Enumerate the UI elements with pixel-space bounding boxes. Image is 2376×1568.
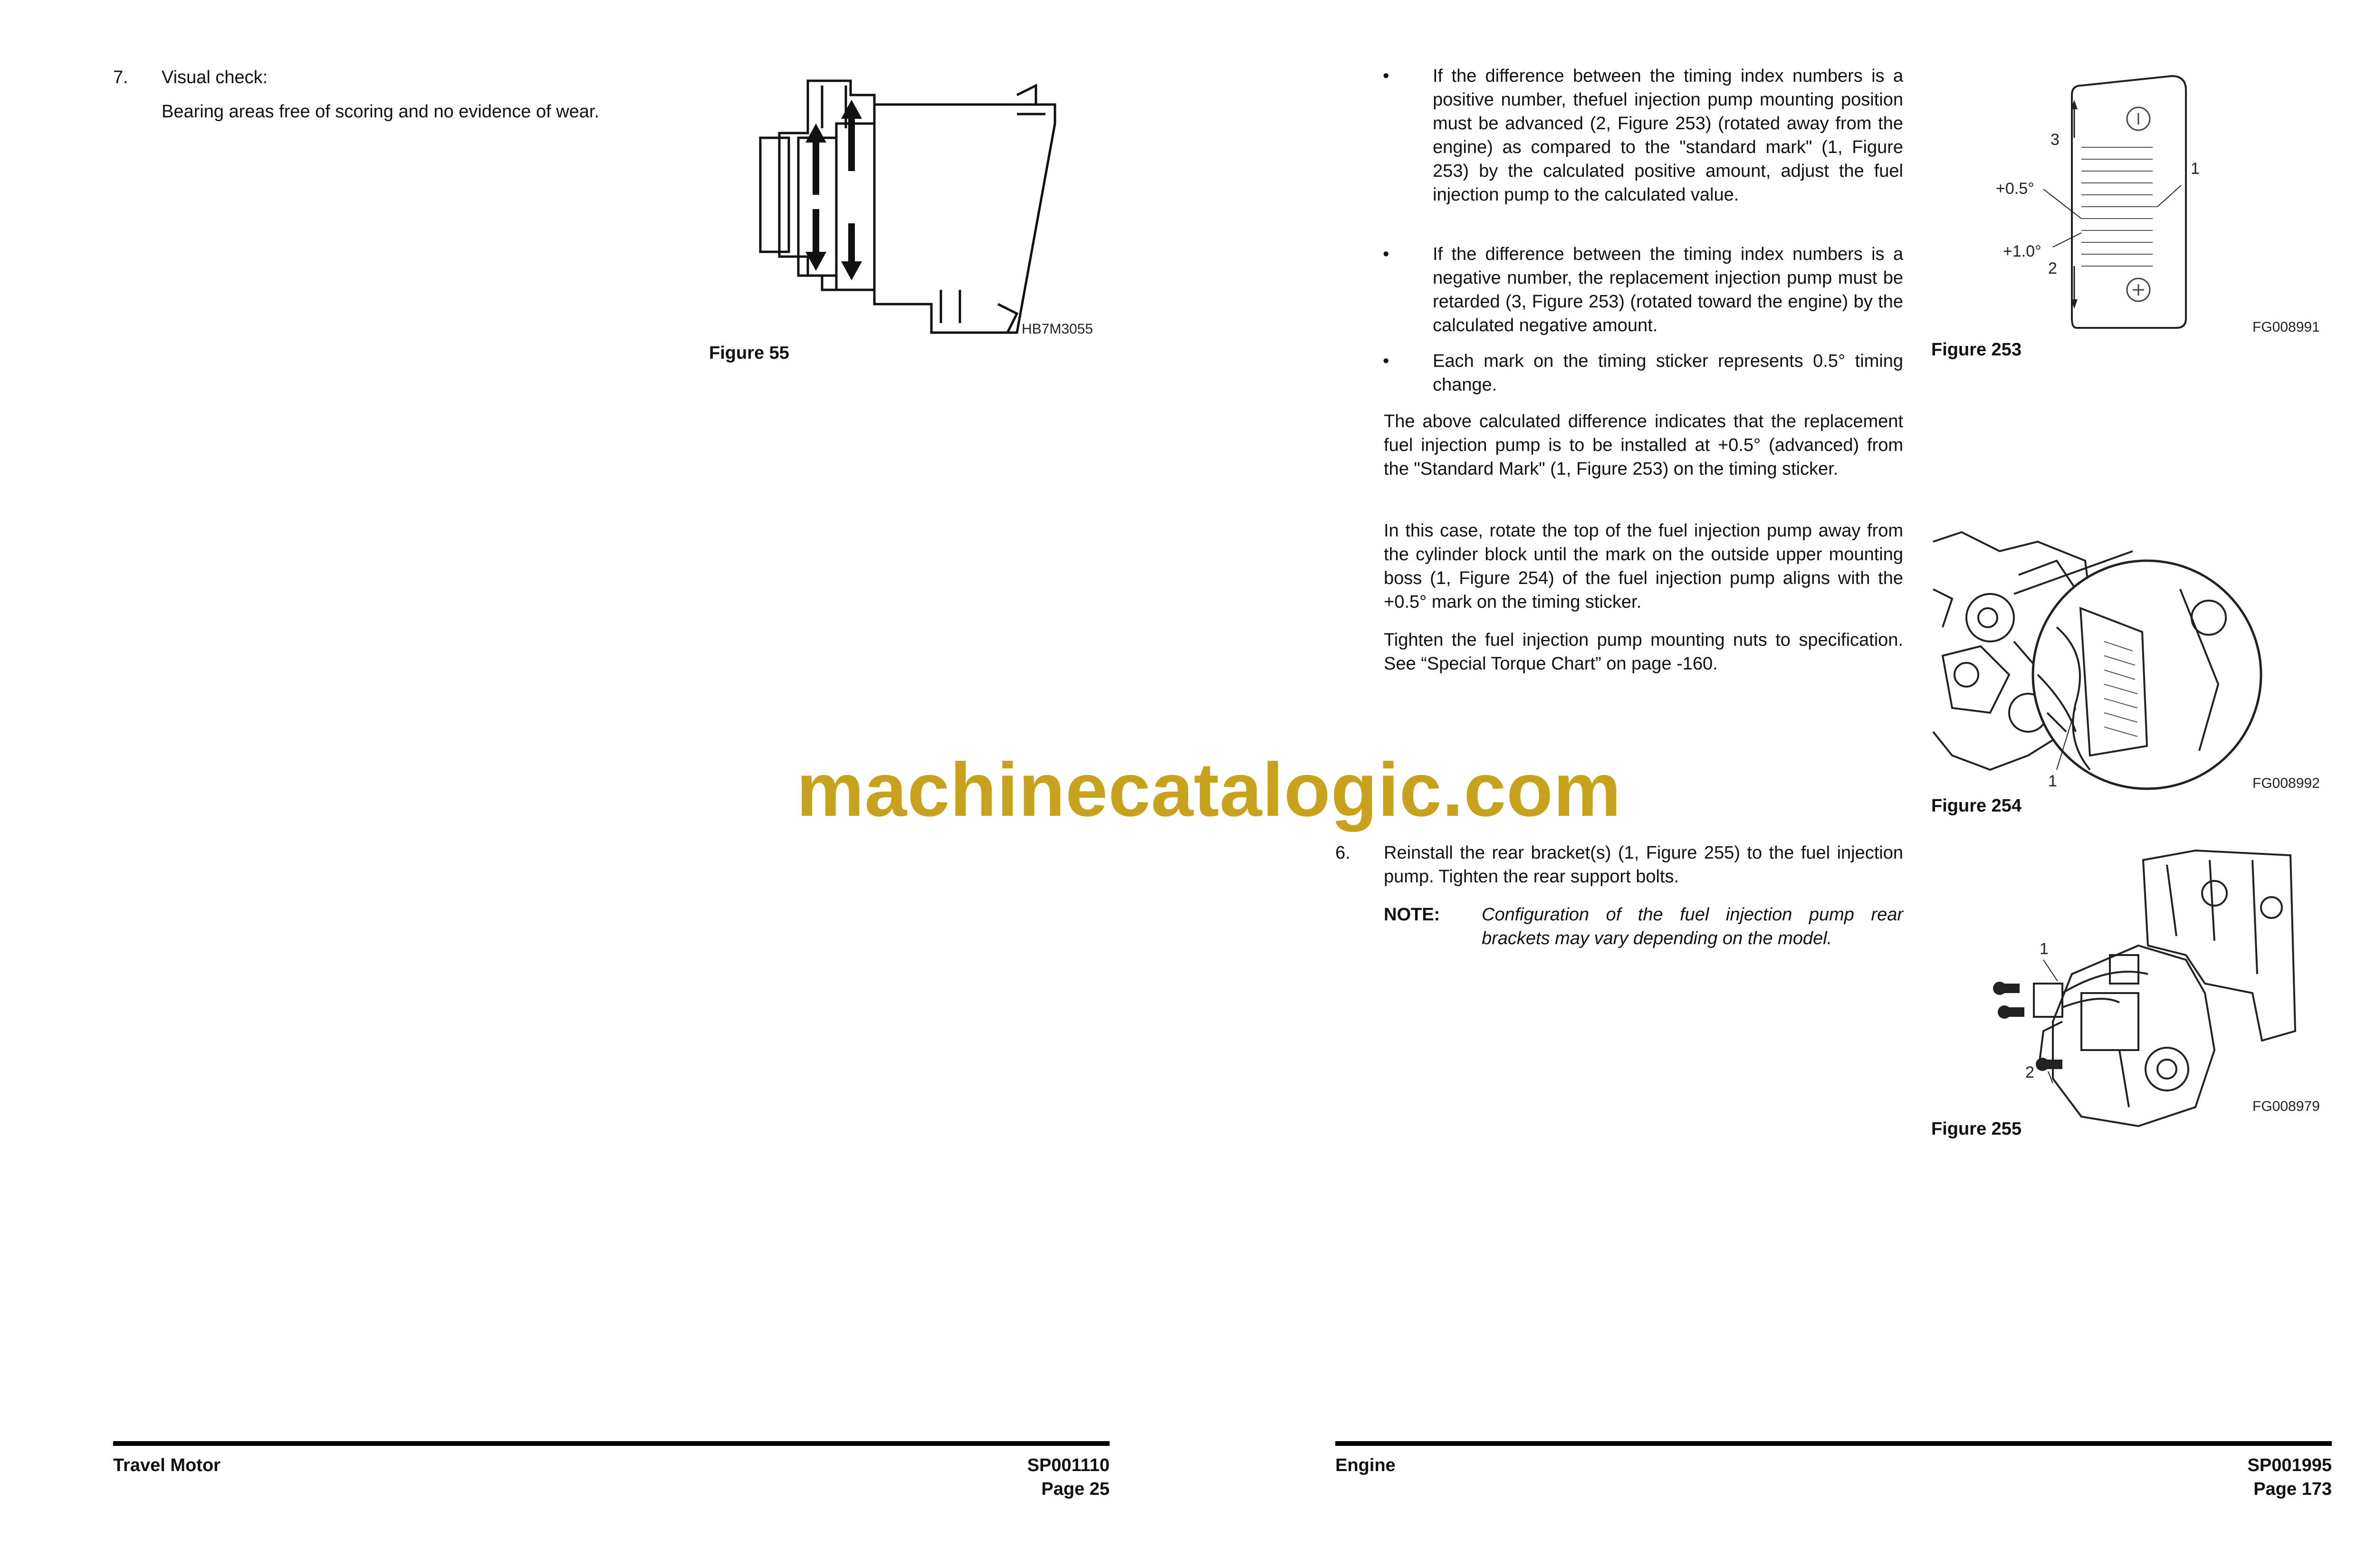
figure-code: HB7M3055 (1022, 321, 1093, 337)
footer-doc-number: SP001995 (2247, 1455, 2332, 1475)
callout-1: 1 (2040, 940, 2049, 958)
figure-code: FG008992 (2252, 775, 2320, 791)
note-text: Configuration of the fuel injection pump rear brackets may vary depending on the model. (1482, 905, 1903, 948)
step-title: Visual check: (162, 67, 268, 87)
footer-section: Engine (1335, 1455, 1396, 1475)
figure-caption: Figure 254 (1931, 796, 2022, 816)
callout-1: 1 (2191, 160, 2200, 178)
paragraph: In this case, rotate the top of the fuel injection pump away from the cylinder block until the mark on the outside upper mounting boss (1, Figure 254) of the fuel injection pump aligns with the +0.5° mark on the timing sticker. (1384, 521, 1903, 612)
footer-doc-number: SP001110 (1027, 1455, 1110, 1475)
timing-sticker-figure (2062, 76, 2191, 333)
step-number: 7. (113, 67, 128, 87)
bullet-mark: • (1383, 66, 1389, 86)
callout-3: 3 (2050, 131, 2060, 149)
figure-code: FG008979 (2252, 1099, 2320, 1114)
footer-rule (1335, 1441, 2332, 1446)
callout-plus-0-5: +0.5° (1996, 180, 2034, 198)
footer-page-number: Page 25 (1041, 1479, 1110, 1499)
callout-1: 1 (2048, 772, 2057, 790)
callout-2: 2 (2025, 1063, 2034, 1081)
paragraph: Tighten the fuel injection pump mounting nuts to specification. See “Special Torque Chart” on page -160. (1384, 630, 1903, 674)
bullet-text: If the difference between the timing index numbers is a negative number, the replacement injection pump must be retarded (3, Figure 253) (rotated toward the engine) by the calculated negative amount. (1433, 244, 1903, 335)
watermark: machinecatalogic.com (796, 747, 1622, 832)
footer-page-number: Page 173 (2253, 1479, 2332, 1499)
figure-caption: Figure 253 (1931, 340, 2022, 360)
paragraph: The above calculated difference indicates that the replacement fuel injection pump is to be installed at +0.5° (advanced) from the "Standard Mark" (1, Figure 253) on the timing sticker. (1384, 411, 1903, 479)
pump-mounting-figure (1933, 532, 2237, 779)
step-text: Bearing areas free of scoring and no evidence of wear. (162, 102, 600, 122)
bullet-text: If the difference between the timing index numbers is a positive number, thefuel injection pump mounting position must be advanced (2, Figure 253) (rotated away from the engine) as compared to the "standard mark" (1, Figure 253) by the calculated positive amount, adjust the fuel injection pump to the calculated value. (1433, 66, 1903, 205)
figure-code: FG008991 (2252, 319, 2320, 335)
callout-2: 2 (2048, 259, 2057, 277)
step-number: 6. (1335, 843, 1351, 863)
footer-section: Travel Motor (113, 1455, 220, 1475)
footer-rule (113, 1441, 1110, 1446)
figure-caption: Figure 55 (709, 343, 789, 363)
travel-motor-figure (751, 67, 1112, 342)
note-label: NOTE: (1384, 905, 1440, 925)
bullet-mark: • (1383, 351, 1389, 371)
bullet-text: Each mark on the timing sticker represents 0.5° timing change. (1433, 351, 1903, 395)
callout-plus-1-0: +1.0° (2003, 242, 2041, 260)
figure-caption: Figure 255 (1931, 1119, 2022, 1139)
bullet-mark: • (1383, 244, 1389, 264)
step-text: Reinstall the rear bracket(s) (1, Figure 255) to the fuel injection pump. Tighten the rear support bolts. (1384, 843, 1903, 887)
pump-bracket-figure (1986, 851, 2300, 1131)
